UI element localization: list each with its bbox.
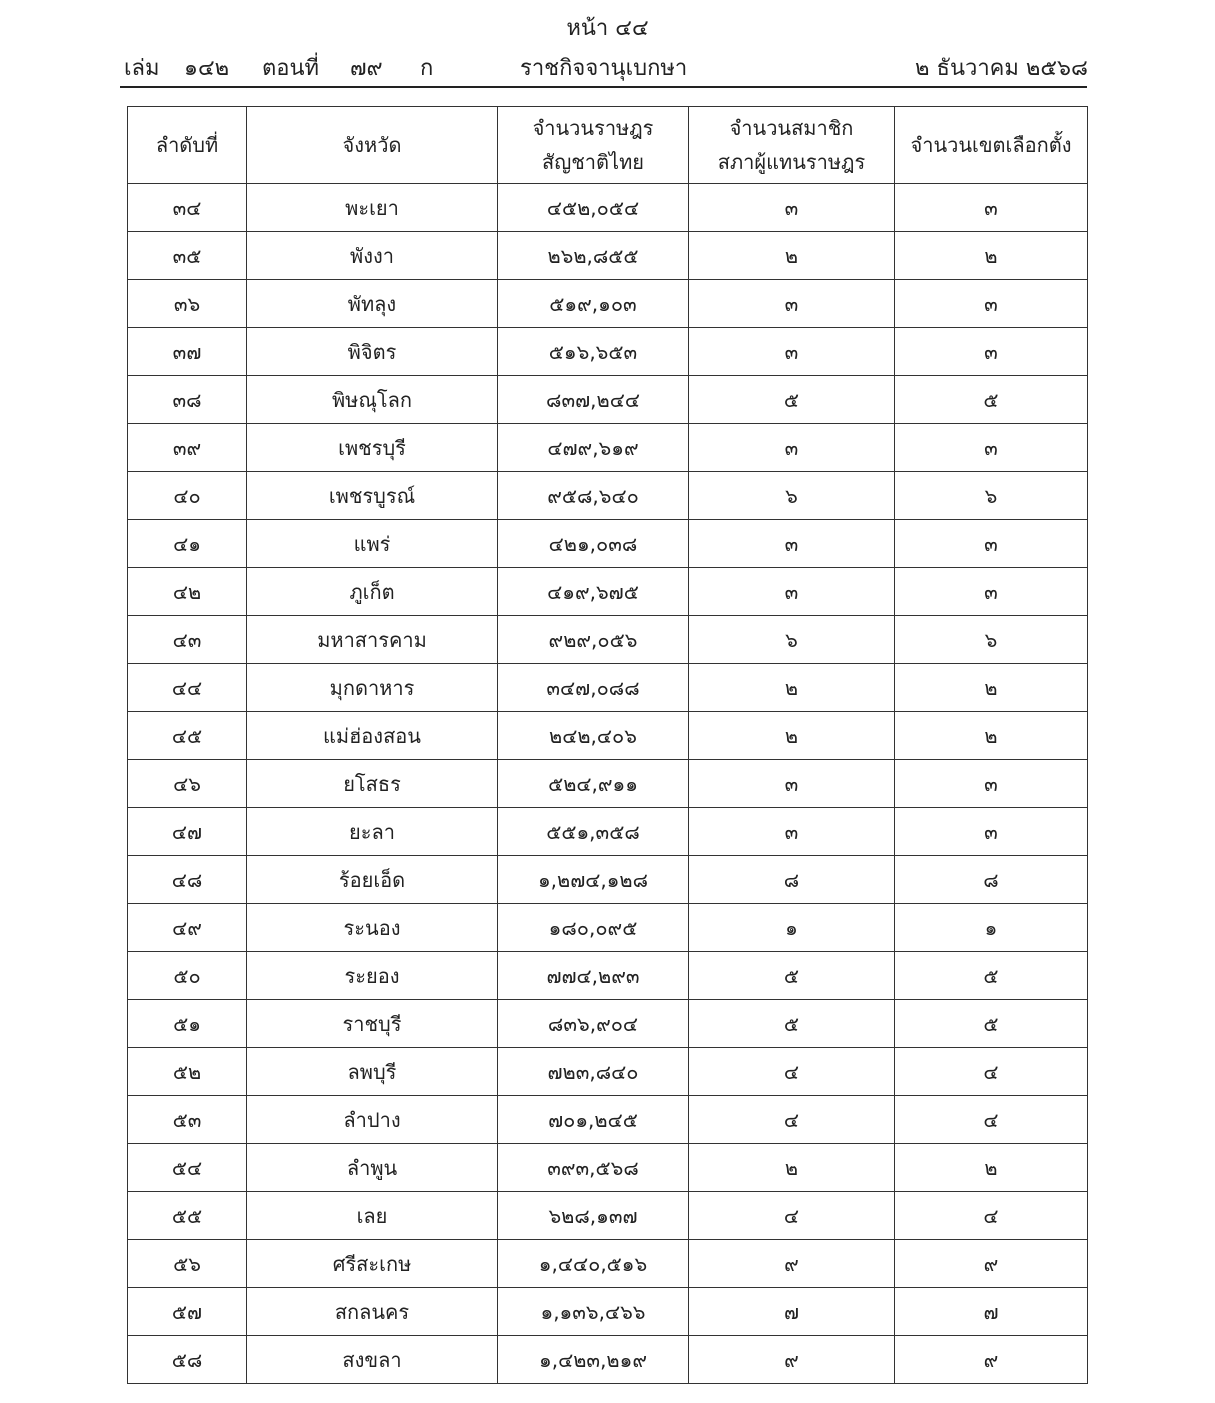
table-row bbox=[128, 520, 1088, 568]
cell-districts: ๒ bbox=[895, 232, 1088, 280]
cell-mps: ๓ bbox=[689, 424, 895, 472]
cell-order: ๓๕ bbox=[128, 232, 247, 280]
cell-population: ๘๓๖,๙๐๔ bbox=[498, 1000, 689, 1048]
issue-number: ๗๙ bbox=[350, 56, 383, 81]
cell-province: ราชบุรี bbox=[247, 1000, 498, 1048]
cell-districts: ๓ bbox=[895, 520, 1088, 568]
cell-mps: ๒ bbox=[689, 712, 895, 760]
table-row bbox=[128, 376, 1088, 424]
cell-province: แม่ฮ่องสอน bbox=[247, 712, 498, 760]
header-province bbox=[247, 107, 498, 184]
cell-order: ๕๔ bbox=[128, 1144, 247, 1192]
cell-mps: ๓ bbox=[689, 520, 895, 568]
cell-mps: ๒ bbox=[689, 1144, 895, 1192]
cell-districts: ๔ bbox=[895, 1048, 1088, 1096]
table-row bbox=[128, 712, 1088, 760]
cell-province: พะเยา bbox=[247, 184, 498, 232]
cell-order: ๓๖ bbox=[128, 280, 247, 328]
cell-mps: ๑ bbox=[689, 904, 895, 952]
cell-districts: ๒ bbox=[895, 1144, 1088, 1192]
cell-mps: ๖ bbox=[689, 472, 895, 520]
page-label: หน้า bbox=[566, 16, 609, 41]
gazette-title: ราชกิจจานุเบกษา bbox=[520, 56, 688, 81]
cell-population: ๕๑๙,๑๐๓ bbox=[498, 280, 689, 328]
cell-population: ๓๔๗,๐๘๘ bbox=[498, 664, 689, 712]
cell-mps: ๓ bbox=[689, 760, 895, 808]
table-row bbox=[128, 1000, 1088, 1048]
cell-mps: ๕ bbox=[689, 376, 895, 424]
cell-province: เพชรบูรณ์ bbox=[247, 472, 498, 520]
cell-order: ๔๖ bbox=[128, 760, 247, 808]
table-row bbox=[128, 1336, 1088, 1384]
cell-province: ลำพูน bbox=[247, 1144, 498, 1192]
cell-order: ๓๗ bbox=[128, 328, 247, 376]
cell-province: พัทลุง bbox=[247, 280, 498, 328]
cell-population: ๗๐๑,๒๔๕ bbox=[498, 1096, 689, 1144]
cell-population: ๔๒๑,๐๓๘ bbox=[498, 520, 689, 568]
cell-districts: ๕ bbox=[895, 376, 1088, 424]
cell-districts: ๘ bbox=[895, 856, 1088, 904]
cell-order: ๕๘ bbox=[128, 1336, 247, 1384]
issue-label: ตอนที่ bbox=[262, 56, 320, 81]
cell-province: สงขลา bbox=[247, 1336, 498, 1384]
cell-order: ๕๗ bbox=[128, 1288, 247, 1336]
header-line: จำนวนราษฎร bbox=[532, 116, 654, 140]
table-header-row bbox=[128, 107, 1088, 184]
cell-mps: ๕ bbox=[689, 952, 895, 1000]
cell-districts: ๓ bbox=[895, 760, 1088, 808]
table-row bbox=[128, 760, 1088, 808]
header-line: จำนวนสมาชิก bbox=[729, 116, 854, 140]
cell-province: มุกดาหาร bbox=[247, 664, 498, 712]
cell-order: ๕๒ bbox=[128, 1048, 247, 1096]
table-row bbox=[128, 1240, 1088, 1288]
cell-population: ๑,๑๓๖,๔๖๖ bbox=[498, 1288, 689, 1336]
cell-province: พังงา bbox=[247, 232, 498, 280]
publication-date: ๒ ธันวาคม ๒๕๖๘ bbox=[915, 56, 1088, 81]
cell-order: ๔๒ bbox=[128, 568, 247, 616]
cell-mps: ๓ bbox=[689, 184, 895, 232]
cell-districts: ๓ bbox=[895, 808, 1088, 856]
cell-population: ๑,๔๔๐,๕๑๖ bbox=[498, 1240, 689, 1288]
cell-population: ๑,๔๒๓,๒๑๙ bbox=[498, 1336, 689, 1384]
cell-districts: ๔ bbox=[895, 1192, 1088, 1240]
cell-districts: ๔ bbox=[895, 1096, 1088, 1144]
cell-order: ๔๐ bbox=[128, 472, 247, 520]
table-body bbox=[128, 184, 1088, 1384]
cell-districts: ๒ bbox=[895, 712, 1088, 760]
cell-province: ยโสธร bbox=[247, 760, 498, 808]
cell-province: แพร่ bbox=[247, 520, 498, 568]
cell-order: ๕๖ bbox=[128, 1240, 247, 1288]
cell-province: มหาสารคาม bbox=[247, 616, 498, 664]
table-row bbox=[128, 184, 1088, 232]
cell-population: ๗๒๓,๘๔๐ bbox=[498, 1048, 689, 1096]
cell-mps: ๕ bbox=[689, 1000, 895, 1048]
cell-province: ลำปาง bbox=[247, 1096, 498, 1144]
table-row bbox=[128, 616, 1088, 664]
header-divider bbox=[120, 86, 1087, 88]
cell-order: ๓๙ bbox=[128, 424, 247, 472]
header-order bbox=[128, 107, 247, 184]
cell-population: ๘๓๗,๒๔๔ bbox=[498, 376, 689, 424]
cell-mps: ๒ bbox=[689, 664, 895, 712]
cell-mps: ๓ bbox=[689, 808, 895, 856]
cell-order: ๔๔ bbox=[128, 664, 247, 712]
cell-order: ๕๐ bbox=[128, 952, 247, 1000]
cell-population: ๕๕๑,๓๕๘ bbox=[498, 808, 689, 856]
cell-province: ระนอง bbox=[247, 904, 498, 952]
cell-districts: ๖ bbox=[895, 616, 1088, 664]
table-row bbox=[128, 856, 1088, 904]
cell-province: พิษณุโลก bbox=[247, 376, 498, 424]
cell-province: ยะลา bbox=[247, 808, 498, 856]
cell-districts: ๓ bbox=[895, 280, 1088, 328]
cell-mps: ๓ bbox=[689, 328, 895, 376]
table-row bbox=[128, 232, 1088, 280]
cell-order: ๕๓ bbox=[128, 1096, 247, 1144]
cell-mps: ๙ bbox=[689, 1336, 895, 1384]
page-number-value: ๔๔ bbox=[615, 16, 649, 41]
cell-province: ระยอง bbox=[247, 952, 498, 1000]
header-line: ลำดับที่ bbox=[155, 133, 219, 157]
cell-mps: ๓ bbox=[689, 568, 895, 616]
cell-mps: ๗ bbox=[689, 1288, 895, 1336]
cell-population: ๖๒๘,๑๓๗ bbox=[498, 1192, 689, 1240]
cell-population: ๔๗๙,๖๑๙ bbox=[498, 424, 689, 472]
cell-mps: ๓ bbox=[689, 280, 895, 328]
cell-province: ลพบุรี bbox=[247, 1048, 498, 1096]
cell-population: ๒๔๒,๔๐๖ bbox=[498, 712, 689, 760]
cell-population: ๙๒๙,๐๕๖ bbox=[498, 616, 689, 664]
cell-order: ๕๑ bbox=[128, 1000, 247, 1048]
cell-districts: ๙ bbox=[895, 1240, 1088, 1288]
cell-population: ๑,๒๗๔,๑๒๘ bbox=[498, 856, 689, 904]
table-row bbox=[128, 424, 1088, 472]
cell-population: ๓๙๓,๕๖๘ bbox=[498, 1144, 689, 1192]
table-row bbox=[128, 904, 1088, 952]
page-number bbox=[0, 10, 1215, 45]
cell-districts: ๙ bbox=[895, 1336, 1088, 1384]
header-line: จังหวัด bbox=[342, 133, 402, 157]
cell-districts: ๒ bbox=[895, 664, 1088, 712]
cell-population: ๕๑๖,๖๕๓ bbox=[498, 328, 689, 376]
cell-province: เลย bbox=[247, 1192, 498, 1240]
cell-population: ๑๘๐,๐๙๕ bbox=[498, 904, 689, 952]
cell-province: เพชรบุรี bbox=[247, 424, 498, 472]
cell-order: ๔๕ bbox=[128, 712, 247, 760]
cell-districts: ๕ bbox=[895, 952, 1088, 1000]
header-line: สัญชาติไทย bbox=[541, 150, 644, 174]
cell-province: ร้อยเอ็ด bbox=[247, 856, 498, 904]
table-row bbox=[128, 664, 1088, 712]
table-row bbox=[128, 952, 1088, 1000]
cell-districts: ๓ bbox=[895, 424, 1088, 472]
table-row bbox=[128, 568, 1088, 616]
constituency-table bbox=[127, 106, 1088, 1384]
table-row bbox=[128, 1192, 1088, 1240]
cell-districts: ๖ bbox=[895, 472, 1088, 520]
cell-population: ๗๗๔,๒๙๓ bbox=[498, 952, 689, 1000]
header-districts bbox=[895, 107, 1088, 184]
cell-order: ๔๙ bbox=[128, 904, 247, 952]
cell-population: ๕๒๔,๙๑๑ bbox=[498, 760, 689, 808]
table-row bbox=[128, 472, 1088, 520]
cell-province: ภูเก็ต bbox=[247, 568, 498, 616]
table-row bbox=[128, 1048, 1088, 1096]
cell-districts: ๓ bbox=[895, 184, 1088, 232]
cell-order: ๕๕ bbox=[128, 1192, 247, 1240]
table-row bbox=[128, 1288, 1088, 1336]
table-row bbox=[128, 1096, 1088, 1144]
cell-population: ๔๑๙,๖๗๕ bbox=[498, 568, 689, 616]
table-row bbox=[128, 1144, 1088, 1192]
cell-mps: ๔ bbox=[689, 1096, 895, 1144]
cell-districts: ๗ bbox=[895, 1288, 1088, 1336]
gazette-header bbox=[122, 50, 1088, 86]
cell-province: พิจิตร bbox=[247, 328, 498, 376]
header-population bbox=[498, 107, 689, 184]
header-line: สภาผู้แทนราษฎร bbox=[717, 150, 866, 174]
section-letter: ก bbox=[420, 56, 434, 81]
cell-population: ๔๕๒,๐๕๔ bbox=[498, 184, 689, 232]
cell-mps: ๙ bbox=[689, 1240, 895, 1288]
cell-province: สกลนคร bbox=[247, 1288, 498, 1336]
cell-order: ๓๔ bbox=[128, 184, 247, 232]
table-row bbox=[128, 808, 1088, 856]
cell-mps: ๔ bbox=[689, 1048, 895, 1096]
cell-mps: ๖ bbox=[689, 616, 895, 664]
cell-order: ๔๗ bbox=[128, 808, 247, 856]
cell-mps: ๘ bbox=[689, 856, 895, 904]
cell-districts: ๓ bbox=[895, 328, 1088, 376]
header-mps bbox=[689, 107, 895, 184]
cell-districts: ๓ bbox=[895, 568, 1088, 616]
volume-label: เล่ม bbox=[124, 56, 160, 81]
cell-order: ๔๘ bbox=[128, 856, 247, 904]
cell-mps: ๒ bbox=[689, 232, 895, 280]
cell-order: ๔๓ bbox=[128, 616, 247, 664]
cell-order: ๔๑ bbox=[128, 520, 247, 568]
cell-province: ศรีสะเกษ bbox=[247, 1240, 498, 1288]
cell-districts: ๑ bbox=[895, 904, 1088, 952]
cell-population: ๙๕๘,๖๔๐ bbox=[498, 472, 689, 520]
cell-population: ๒๖๒,๘๕๕ bbox=[498, 232, 689, 280]
cell-mps: ๔ bbox=[689, 1192, 895, 1240]
volume-number: ๑๔๒ bbox=[184, 56, 230, 81]
cell-districts: ๕ bbox=[895, 1000, 1088, 1048]
table-row bbox=[128, 280, 1088, 328]
table-row bbox=[128, 328, 1088, 376]
header-line: จำนวนเขตเลือกตั้ง bbox=[910, 133, 1072, 157]
cell-order: ๓๘ bbox=[128, 376, 247, 424]
